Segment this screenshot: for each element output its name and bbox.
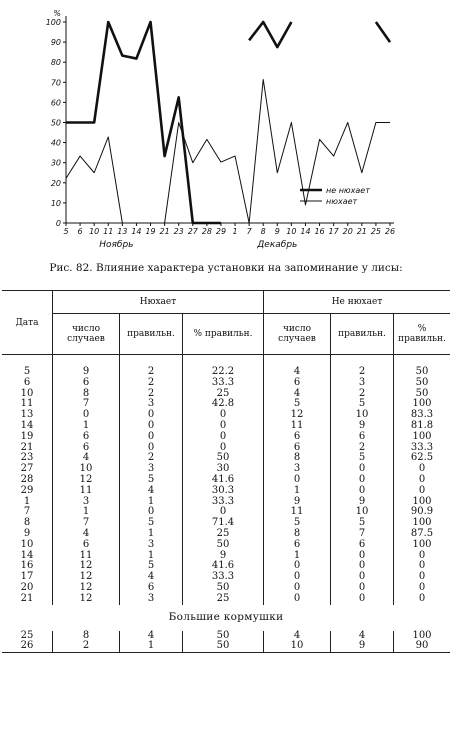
value-cell: 0 (120, 432, 183, 443)
x-tick-label: 8 (260, 227, 266, 236)
group-header-sniffs: Нюхает (53, 291, 264, 314)
value-cell: 0 (331, 464, 394, 475)
value-cell: 100 (394, 518, 451, 529)
table-row (2, 432, 450, 443)
x-tick-label: 16 (314, 227, 325, 236)
month-label-december: Декабрь (257, 240, 298, 250)
value-cell: 30 (183, 464, 264, 475)
value-cell: 0 (264, 561, 331, 572)
value-cell: 90 (394, 641, 451, 652)
value-cell: 0 (394, 572, 451, 583)
value-cell: 50 (183, 453, 264, 464)
value-cell: 4 (53, 453, 120, 464)
value-cell: 0 (331, 561, 394, 572)
table-body (2, 355, 450, 653)
value-cell: 0 (331, 486, 394, 497)
value-cell: 2 (331, 443, 394, 454)
x-tick-label: 19 (145, 227, 156, 236)
value-cell: 9 (331, 497, 394, 508)
x-tick-label: 14 (300, 227, 311, 236)
date-cell: 10 (20, 538, 34, 550)
subheader-cases: число случаев (53, 314, 120, 355)
value-cell: 1 (53, 421, 120, 432)
value-cell: 6 (53, 443, 120, 454)
x-tick-label: 21 (356, 227, 367, 236)
value-cell: 0 (331, 583, 394, 594)
value-cell: 1 (120, 529, 183, 540)
value-cell: 0 (183, 507, 264, 518)
value-cell: 100 (394, 497, 451, 508)
value-cell: 5 (120, 475, 183, 486)
value-cell: 10 (331, 410, 394, 421)
date-cell: 13 (20, 409, 34, 421)
x-tick-label: 1 (232, 227, 238, 236)
value-cell: 3 (331, 378, 394, 389)
value-cell: 3 (120, 594, 183, 605)
x-tick-label: 29 (215, 227, 227, 236)
value-cell: 12 (264, 410, 331, 421)
value-cell: 9 (264, 497, 331, 508)
date-cell: 23 (20, 452, 34, 464)
value-cell: 0 (394, 464, 451, 475)
value-cell: 6 (53, 540, 120, 551)
value-cell: 0 (331, 475, 394, 486)
date-cell: 14 (20, 419, 34, 431)
value-cell: 12 (53, 572, 120, 583)
value-cell: 4 (264, 631, 331, 642)
value-cell: 0 (264, 583, 331, 594)
value-cell: 41.6 (183, 561, 264, 572)
date-cell: 21 (20, 592, 34, 604)
value-cell: 6 (331, 432, 394, 443)
value-cell: 0 (120, 421, 183, 432)
value-cell: 2 (120, 389, 183, 400)
value-cell: 0 (183, 443, 264, 454)
date-cell: 14 (20, 549, 34, 561)
x-tick-label: 21 (159, 227, 170, 236)
value-cell: 5 (331, 399, 394, 410)
value-cell: 2 (331, 367, 394, 378)
value-cell: 6 (264, 443, 331, 454)
date-cell: 6 (23, 376, 31, 388)
value-cell: 12 (53, 583, 120, 594)
date-cell: 9 (23, 527, 31, 539)
value-cell: 11 (264, 507, 331, 518)
value-cell: 6 (264, 432, 331, 443)
value-cell: 25 (183, 594, 264, 605)
x-tick-label: 23 (173, 227, 184, 236)
value-cell: 3 (120, 540, 183, 551)
table-row (2, 399, 450, 410)
value-cell: 11 (264, 421, 331, 432)
subheader-pct: % правильн. (183, 314, 264, 355)
value-cell: 0 (120, 507, 183, 518)
date-cell: 1 (23, 495, 31, 507)
value-cell: 7 (53, 399, 120, 410)
value-cell: 100 (394, 432, 451, 443)
value-cell: 3 (120, 399, 183, 410)
value-cell: 8 (53, 389, 120, 400)
date-cell: 27 (20, 463, 34, 475)
x-tick-label: 9 (274, 227, 280, 236)
value-cell: 33.3 (183, 497, 264, 508)
date-header: Дата (2, 291, 53, 355)
value-cell: 4 (120, 631, 183, 642)
month-label-november: Ноябрь (99, 240, 134, 250)
table-row (2, 378, 450, 389)
value-cell: 0 (394, 594, 451, 605)
value-cell: 11 (53, 551, 120, 562)
value-cell: 62.5 (394, 453, 451, 464)
y-tick-label: 60 (50, 98, 61, 108)
value-cell: 12 (53, 561, 120, 572)
value-cell: 12 (53, 594, 120, 605)
value-cell: 4 (264, 389, 331, 400)
date-cell: 16 (20, 560, 34, 572)
value-cell: 8 (264, 529, 331, 540)
value-cell: 87.5 (394, 529, 451, 540)
y-tick-label: 40 (50, 138, 61, 148)
value-cell: 50 (183, 583, 264, 594)
x-tick-label: 26 (384, 227, 396, 236)
value-cell: 3 (53, 497, 120, 508)
value-cell: 11 (53, 486, 120, 497)
value-cell: 83.3 (394, 410, 451, 421)
date-cell: 10 (20, 387, 34, 399)
value-cell: 0 (264, 572, 331, 583)
date-cell: 11 (20, 398, 34, 410)
date-cell: 19 (20, 430, 34, 442)
y-tick-label: 0 (55, 219, 61, 228)
y-tick-label: 90 (50, 38, 61, 48)
value-cell: 33.3 (394, 443, 451, 454)
date-cell: 29 (20, 484, 34, 496)
section-title: Большие кормушки (168, 611, 284, 624)
y-tick-label: 30 (50, 158, 61, 168)
x-tick-label: 20 (342, 227, 353, 236)
value-cell: 50 (183, 631, 264, 642)
value-cell: 0 (120, 443, 183, 454)
value-cell: 50 (183, 641, 264, 652)
x-tick-label: 11 (103, 227, 114, 236)
group-header-not-sniffs: Не нюхает (264, 291, 451, 314)
value-cell: 9 (331, 641, 394, 652)
line-chart (0, 0, 452, 260)
date-cell: 26 (2, 641, 53, 652)
value-cell: 0 (264, 475, 331, 486)
value-cell: 0 (394, 583, 451, 594)
value-cell: 50 (394, 389, 451, 400)
x-tick-label: 14 (131, 227, 142, 236)
value-cell: 1 (264, 551, 331, 562)
value-cell: 0 (53, 410, 120, 421)
value-cell: 50 (183, 540, 264, 551)
value-cell: 1 (120, 551, 183, 562)
subheader-correct: правильн. (120, 314, 183, 355)
value-cell: 2 (120, 378, 183, 389)
value-cell: 6 (120, 583, 183, 594)
value-cell: 50 (394, 367, 451, 378)
value-cell: 5 (264, 518, 331, 529)
value-cell: 0 (183, 421, 264, 432)
date-cell: 8 (23, 517, 31, 529)
value-cell: 0 (394, 551, 451, 562)
date-cell: 21 (20, 441, 34, 453)
x-tick-label: 27 (187, 227, 198, 236)
value-cell: 4 (264, 367, 331, 378)
x-tick-label: 6 (77, 227, 83, 236)
table-row (2, 497, 450, 508)
value-cell: 10 (264, 641, 331, 652)
value-cell: 100 (394, 399, 451, 410)
value-cell: 6 (331, 540, 394, 551)
value-cell: 8 (264, 453, 331, 464)
value-cell: 0 (394, 486, 451, 497)
date-cell: 7 (23, 506, 31, 518)
value-cell: 2 (120, 367, 183, 378)
value-cell: 5 (120, 518, 183, 529)
y-tick-label: 50 (50, 118, 61, 128)
value-cell: 10 (331, 507, 394, 518)
value-cell: 9 (331, 421, 394, 432)
y-tick-label: 70 (50, 78, 61, 88)
value-cell: 5 (264, 399, 331, 410)
table-row (2, 421, 450, 432)
value-cell: 0 (183, 410, 264, 421)
legend-label-not-sniffs: не нюхает (326, 186, 370, 195)
value-cell: 0 (331, 551, 394, 562)
subheader-correct-2: правильн. (331, 314, 394, 355)
value-cell: 4 (53, 529, 120, 540)
value-cell: 81.8 (394, 421, 451, 432)
value-cell: 1 (120, 641, 183, 652)
x-tick-label: 7 (246, 227, 252, 236)
subheader-cases-2: число случаев (264, 314, 331, 355)
y-tick-label: 20 (50, 178, 61, 188)
value-cell: 33.3 (183, 378, 264, 389)
value-cell: 5 (331, 453, 394, 464)
value-cell: 3 (120, 464, 183, 475)
value-cell: 42.8 (183, 399, 264, 410)
series-line-not-sniffs (249, 22, 291, 47)
value-cell: 30.3 (183, 486, 264, 497)
value-cell: 0 (120, 410, 183, 421)
value-cell: 4 (120, 486, 183, 497)
value-cell: 6 (264, 378, 331, 389)
x-tick-label: 10 (286, 227, 297, 236)
date-cell: 28 (20, 473, 34, 485)
value-cell: 22.2 (183, 367, 264, 378)
value-cell: 2 (53, 641, 120, 652)
value-cell: 7 (331, 529, 394, 540)
value-cell: 25 (183, 389, 264, 400)
table-row (2, 540, 450, 551)
x-tick-label: 5 (63, 227, 69, 236)
value-cell: 9 (183, 551, 264, 562)
x-tick-label: 25 (370, 227, 382, 236)
value-cell: 90.9 (394, 507, 451, 518)
value-cell: 0 (183, 432, 264, 443)
value-cell: 5 (120, 561, 183, 572)
value-cell: 12 (53, 475, 120, 486)
value-cell: 6 (53, 378, 120, 389)
value-cell: 10 (53, 464, 120, 475)
value-cell: 1 (120, 497, 183, 508)
series-line-not-sniffs (66, 22, 221, 223)
date-cell: 5 (23, 366, 31, 377)
data-table (2, 290, 450, 653)
table-row (2, 641, 450, 652)
value-cell: 41.6 (183, 475, 264, 486)
value-cell: 0 (331, 594, 394, 605)
value-cell: 100 (394, 540, 451, 551)
x-tick-label: 13 (117, 227, 128, 236)
table-row (2, 594, 450, 605)
value-cell: 0 (394, 561, 451, 572)
value-cell: 0 (264, 594, 331, 605)
value-cell: 6 (264, 540, 331, 551)
y-tick-label: 80 (50, 58, 61, 68)
value-cell: 6 (53, 432, 120, 443)
value-cell: 9 (53, 367, 120, 378)
x-tick-label: 17 (328, 227, 339, 236)
y-tick-label: 10 (50, 198, 61, 208)
value-cell: 7 (53, 518, 120, 529)
value-cell: 25 (183, 529, 264, 540)
x-tick-label: 10 (89, 227, 100, 236)
figure-caption: Рис. 82. Влияние характера установки на запоминание у лисы: (49, 262, 403, 274)
value-cell: 8 (53, 631, 120, 642)
y-unit-label: % (53, 9, 61, 18)
subheader-pct-2: % правильн. (394, 314, 451, 355)
value-cell: 4 (331, 631, 394, 642)
legend-label-sniffs: нюхает (326, 197, 358, 206)
value-cell: 2 (331, 389, 394, 400)
date-cell: 25 (20, 629, 34, 641)
value-cell: 50 (394, 378, 451, 389)
table-row (2, 410, 450, 421)
table-row (2, 486, 450, 497)
data-table-container (2, 290, 450, 653)
date-cell: 17 (20, 571, 34, 583)
value-cell: 0 (331, 572, 394, 583)
value-cell: 33.3 (183, 572, 264, 583)
value-cell: 3 (264, 464, 331, 475)
value-cell: 1 (264, 486, 331, 497)
value-cell: 0 (394, 475, 451, 486)
value-cell: 2 (120, 453, 183, 464)
value-cell: 1 (53, 507, 120, 518)
series-line-not-sniffs (376, 22, 390, 42)
x-tick-label: 28 (201, 227, 212, 236)
value-cell: 71.4 (183, 518, 264, 529)
y-tick-label: 100 (45, 18, 61, 27)
date-cell: 20 (20, 581, 34, 593)
value-cell: 100 (394, 631, 451, 642)
value-cell: 4 (120, 572, 183, 583)
value-cell: 5 (331, 518, 394, 529)
